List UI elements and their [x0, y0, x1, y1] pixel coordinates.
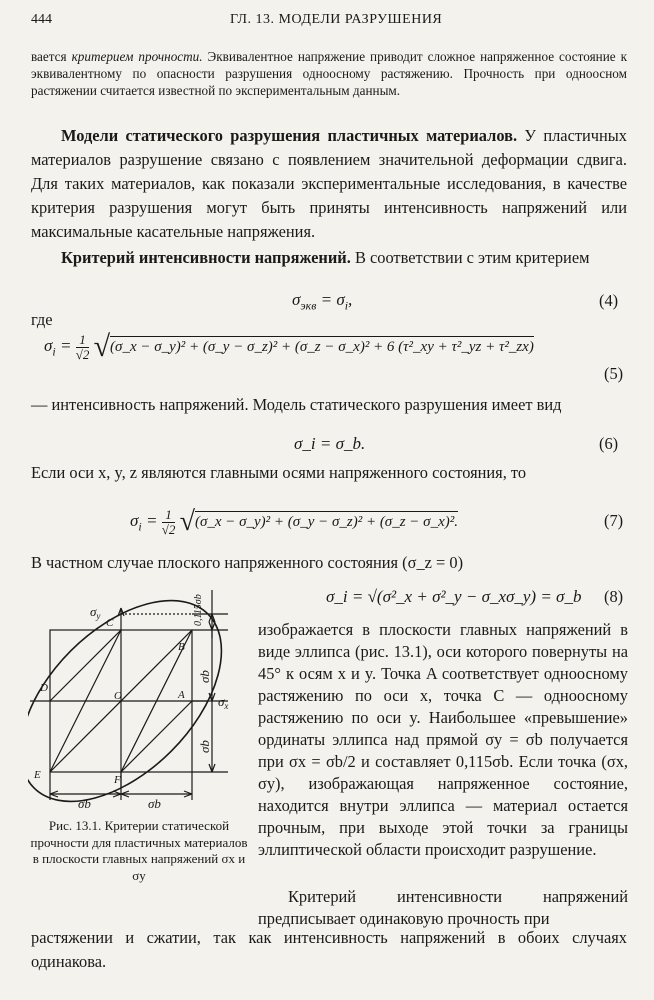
equation-8: σ_i = √(σ²_x + σ²_y − σ_xσ_y) = σ_b: [326, 587, 582, 606]
equation-4: $\sigma_{экв} = \sigma_i$,: [292, 290, 353, 313]
label-E: E: [34, 769, 41, 781]
right-column-paragraph: изображается в плоскости главных напряжений в виде эллипса (рис. 13.1), оси которого повернуты на 45° к осям x и y. Точка A соответствует одноосному растяжению по оси x, точка C — одноосному растяжению по оси y. Наибольшее «превышение» ординаты эллипса над прямой σy = σb получается при σx = σb/2 и составляет 0,115σb. Если точка (σx, σy), изображающая напряженное состояние, находится внутри эллипса — материал остается прочным, при выходе этой точки за границы эллиптической области происходит разрушение.: [258, 620, 628, 859]
running-title: ГЛ. 13. МОДЕЛИ РАЗРУШЕНИЯ: [230, 12, 443, 27]
label-sb-right-bottom: σb: [197, 740, 212, 753]
label-C: C: [106, 617, 114, 629]
label-sigma-y: $\sigma_y$: [90, 604, 101, 621]
label-overshoot: 0,115σb: [193, 594, 204, 626]
equation-8-number: (8): [604, 587, 624, 606]
sqrt-symbol-7: √: [179, 506, 195, 537]
label-sb-bottom-left: σb: [78, 796, 91, 811]
para-plane: В частном случае плоского напряженного состояния (σ_z = 0): [31, 553, 464, 572]
label-B: B: [178, 641, 185, 653]
section-paragraph: Модели статического разрушения пластичных материалов. У пластичных материалов разрушение связано с появлением значительной деформации сдвига. Для таких материалов, как показали экспериментальные исследования, в качестве критерия разрушения могут быть приняты интенсивность напряжений или максимальные касательные напряжения.: [31, 126, 627, 241]
intro-paragraph: вается критерием прочности. Эквивалентное напряжение приводит сложное напряженное состояние к эквивалентному по опасности разрушения одноосному растяжению. Прочность при одноосном растяжении считается известной по экспериментальным данным.: [31, 49, 628, 98]
figure-line-dc: [50, 630, 121, 701]
equation-5-number: (5): [604, 364, 624, 383]
equation-7: $\sigma_i$ = $\frac{1}{√2}$ √(σ_x − σ_y)² + (σ_y − σ_z)² + (σ_z − σ_x)².: [130, 506, 458, 537]
equation-7-number: (7): [604, 511, 624, 530]
equation-5: $\sigma_i$ = $\frac{1}{√2}$ √(σ_x − σ_y)² + (σ_y − σ_z)² + (σ_z − σ_x)² + 6 (τ²_xy + τ²_yz + τ²_zx): [44, 330, 534, 363]
label-A: A: [178, 689, 185, 701]
label-O: O: [114, 690, 122, 702]
label-sigma-x: $\sigma_x$: [218, 694, 229, 711]
figure-13-1: [28, 578, 250, 813]
figure-caption: Рис. 13.1. Критерии статической прочности для пластичных материалов в плоскости главных напряжений σx и σy: [30, 818, 248, 883]
equation-4-number: (4): [599, 291, 619, 310]
equation-6-number: (6): [599, 434, 619, 453]
sqrt-symbol: √: [93, 330, 111, 363]
page-number: 444: [31, 12, 52, 27]
final-paragraph-start: Критерий интенсивности напряжений предписывает одинаковую прочность при: [258, 887, 628, 928]
para-after-eq5: — интенсивность напряжений. Модель статического разрушения имеет вид: [31, 395, 562, 414]
figure-ellipse: [28, 578, 250, 813]
criterion-heading: Критерий интенсивности напряжений.: [61, 248, 351, 267]
para-axes: Если оси x, y, z являются главными осями напряженного состояния, то: [31, 463, 527, 482]
where-label: где: [31, 310, 53, 329]
equation-7-fraction: $\frac{1}{√2}$: [161, 506, 176, 537]
equation-5-fraction: $\frac{1}{√2}$: [75, 331, 90, 362]
label-F: F: [114, 774, 121, 786]
section-heading: Модели статического разрушения пластичных материалов.: [61, 126, 518, 145]
criterion-paragraph: Критерий интенсивности напряжений. В соответствии с этим критерием: [61, 248, 590, 267]
figure-line-fa: [121, 701, 192, 772]
final-paragraph-end: растяжении и сжатии, так как интенсивность напряжений в обоих случаях одинакова.: [31, 928, 627, 971]
label-sb-bottom-right: σb: [148, 796, 161, 811]
label-sb-right-top: σb: [197, 670, 212, 683]
equation-6: σ_i = σ_b.: [294, 434, 366, 453]
label-D: D: [40, 682, 48, 694]
